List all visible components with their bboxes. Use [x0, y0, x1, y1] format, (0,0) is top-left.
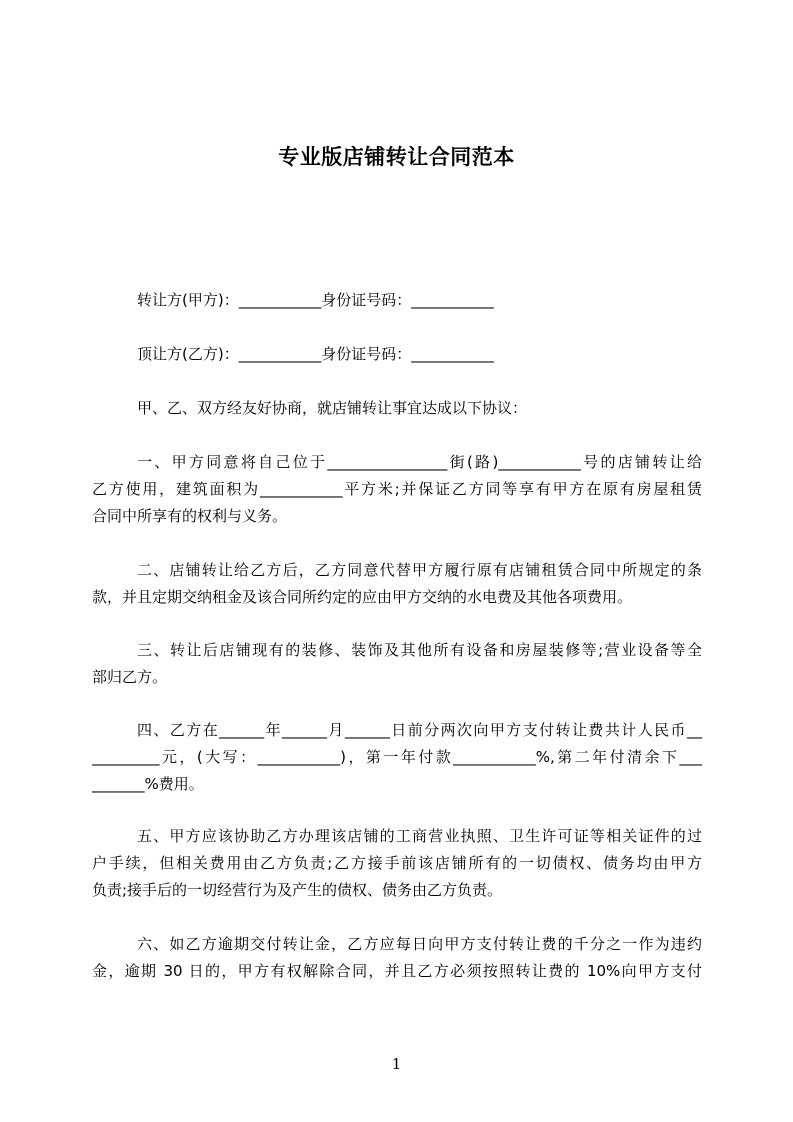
clause-line: 款，并且定期交纳租金及该合同所约定的应由甲方交纳的水电费及其他各项费用。: [92, 588, 633, 606]
clause-5: [92, 826, 702, 900]
clause-4: [92, 720, 702, 794]
clause-line: 五、甲方应该协助乙方办理该店铺的工商营业执照、卫生许可证等相关证件的过: [137, 827, 702, 845]
document-title: 专业版店铺转让合同范本: [278, 145, 515, 169]
clause-2: [92, 560, 702, 607]
clause-line: _______%费用。: [92, 775, 204, 793]
clause-line: 金，逾期 30 日的，甲方有权解除合同，并且乙方必须按照转让费的 10%向甲方支付: [92, 962, 702, 980]
clause-line: 一、甲方同意将自己位于________________街(路)___________号的店铺转让给: [137, 453, 702, 471]
clause-line: 四、乙方在______年______月______日前分两次向甲方支付转让费共计人民币__: [137, 721, 702, 739]
clause-line: _________元，(大写：___________)，第一年付款___________%,第二年付清余下___: [92, 748, 702, 766]
clause-line: 乙方使用，建筑面积为___________平方米;并保证乙方同等享有甲方在原有房屋租赁: [92, 480, 702, 498]
clause-1: [92, 452, 702, 526]
clause-line: 合同中所享有的权利与义务。: [92, 507, 288, 525]
clause-line: 部归乙方。: [92, 668, 168, 686]
clause-line: 二、店铺转让给乙方后，乙方同意代替甲方履行原有店铺租赁合同中所规定的条: [137, 561, 702, 579]
clause-3: [92, 640, 702, 687]
clause-line: 六、如乙方逾期交付转让金，乙方应每日向甲方支付转让费的千分之一作为违约: [137, 935, 702, 953]
transferee-line: 顶让方(乙方)：___________身份证号码：___________: [137, 345, 494, 363]
clause-line: 负责;接手后的一切经营行为及产生的债权、债务由乙方负责。: [92, 881, 503, 899]
transferor-line: 转让方(甲方)：___________身份证号码：___________: [137, 291, 494, 309]
clause-6: [92, 934, 702, 981]
clause-line: 三、转让后店铺现有的装修、装饰及其他所有设备和房屋装修等;营业设备等全: [137, 641, 702, 659]
agreement-intro: 甲、乙、双方经友好协商，就店铺转让事宜达成以下协议：: [137, 399, 528, 417]
page-number: 1: [391, 1055, 402, 1073]
clause-line: 户手续，但相关费用由乙方负责;乙方接手前该店铺所有的一切债权、债务均由甲方: [92, 854, 702, 872]
